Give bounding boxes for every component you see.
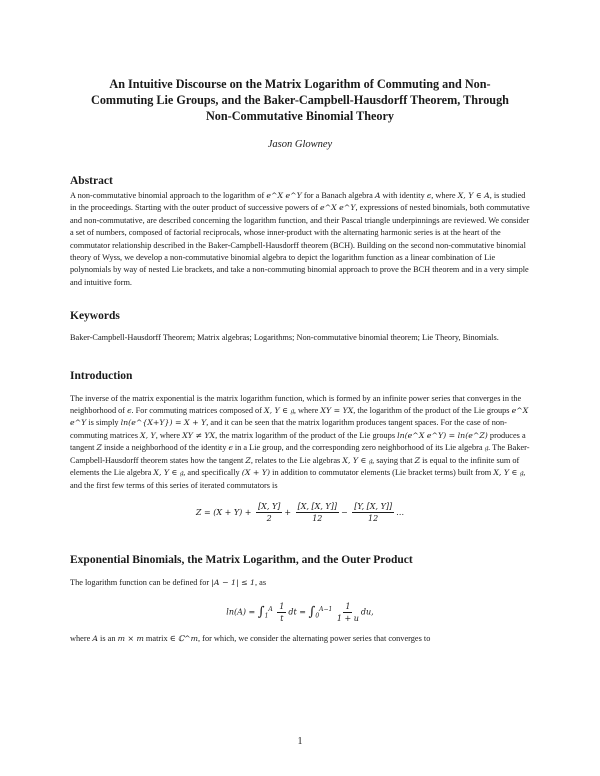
integral-sign: ∫ (257, 604, 265, 620)
logarithm-integral-equation: $\ln(A) = \int_1^A$ $\frac{1}{t}$ dt = $\int_0^{A-1}$ $\frac{1}{1 + u}$ du, (226, 602, 374, 624)
math-eXeY-2: e^X e^Y (320, 203, 356, 213)
integral-sign: ∫ (308, 604, 316, 620)
fraction: $\frac{1}{1 + u}$ (336, 602, 359, 624)
abstract-paragraph: A non-commutative binomial approach to the logarithm of e^X e^Y for a Banach algebra A with identity ϵ, where X, Y ∈ A, is studied in the proceedings. Starting with the outer product of successive powers of e^X e^Y, expressions of nested binomials, both commutative and non-commutative, are described concerning the logarithm function, and their Pascal triangle underpinnings are reviewed. We consider a set of numbers, composed of factorial reciprocals, whose inner-product with the alternating harmonic series is at the heart of the commutator relationship described in the Baker-Campbell-Hausdorff theorem (BCH). Building on the second non-commutative binomial theory of Wyss, we develop a non-commutative binomial algebra to depict the logarithm function as a linear combination of Lie polynomials by way of nested Lie brackets, and take a non-commuting binomial approach to prove the BCH theorem and in a very simple and intuitive form. (70, 191, 530, 287)
math-XY-in-A: X, Y ∈ A (457, 191, 490, 200)
math-epsilon: ϵ (426, 191, 432, 200)
section2-paragraph-1: The logarithm function can be defined for |A − 1| ≤ 1, as (70, 577, 267, 587)
introduction-heading: Introduction (70, 369, 133, 382)
fraction: $\frac{[X, [X, Y]]}{12}$ (297, 502, 337, 524)
math-A: A (374, 191, 381, 200)
introduction-paragraph: The inverse of the matrix exponential is the matrix logarithm function, which is formed by an infinite power series that converges in the neighborhood of ϵ. For commuting matrices composed of X, Y ∈ 𝔤, where XY = YX, the logarithm of the product of the Lie groups e^X e^Y is simply ln(e^{X+Y}) = X + Y, and it can be seen that the matrix logarithm produces tangent spaces. For the case of non-commuting matrices X, Y, where XY ≠ YX, the matrix logarithm of the product of the Lie groups ln(e^X e^Y) = ln(e^Z) produces a tangent Z inside a neighborhood of the identity ϵ in a Lie group, and the corresponding zero neighborhood of its Lie algebra 𝔤. The Baker-Campbell-Hausdorff theorem states how the tangent Z, relates to the Lie algebras X, Y ∈ 𝔤, saying that Z is equal to the infinite sum of elements the Lie algebra X, Y ∈ 𝔤, and specifically (X + Y) in addition to commutator elements (Lie bracket terms) built from X, Y ∈ 𝔤, and the first few terms of this series of iterated commutators is (70, 393, 530, 490)
author-name: Jason Glowney (267, 139, 333, 150)
page-number: 1 (297, 736, 303, 747)
bch-equation: Z = (X + Y) + $\frac{[X, Y]}{2}$ + $\frac{[X, [X, Y]]}{12}$ − $\frac{[Y, [X, Y]]}{12}$ … (195, 502, 405, 524)
section-heading-exponential: Exponential Binomials, the Matrix Logarithm, and the Outer Product (70, 553, 413, 566)
abstract-heading: Abstract (70, 175, 113, 187)
keywords-text: Baker-Campbell-Hausdorff Theorem; Matrix algebras; Logarithms; Non-commutative binomial theorem; Lie Theory, Binomials. (70, 333, 499, 343)
fraction: $\frac{1}{t}$ (279, 602, 285, 624)
keywords-heading: Keywords (70, 310, 120, 323)
fraction: $\frac{[Y, [X, Y]]}{12}$ (354, 502, 393, 524)
fraction: $\frac{[X, Y]}{2}$ (258, 502, 281, 524)
section2-paragraph-2: where A is an m × m matrix ∈ ℂ^m, for which, we consider the alternating power series that converges to (70, 634, 431, 644)
math-eXeY: e^X e^Y (266, 191, 302, 200)
paper-title: An Intuitive Discourse on the Matrix Logarithm of Commuting and Non-Commuting Lie Groups, and the Baker-Campbell-Hausdorff Theorem, Through Non-Commutative Binomial Theory (91, 77, 509, 123)
